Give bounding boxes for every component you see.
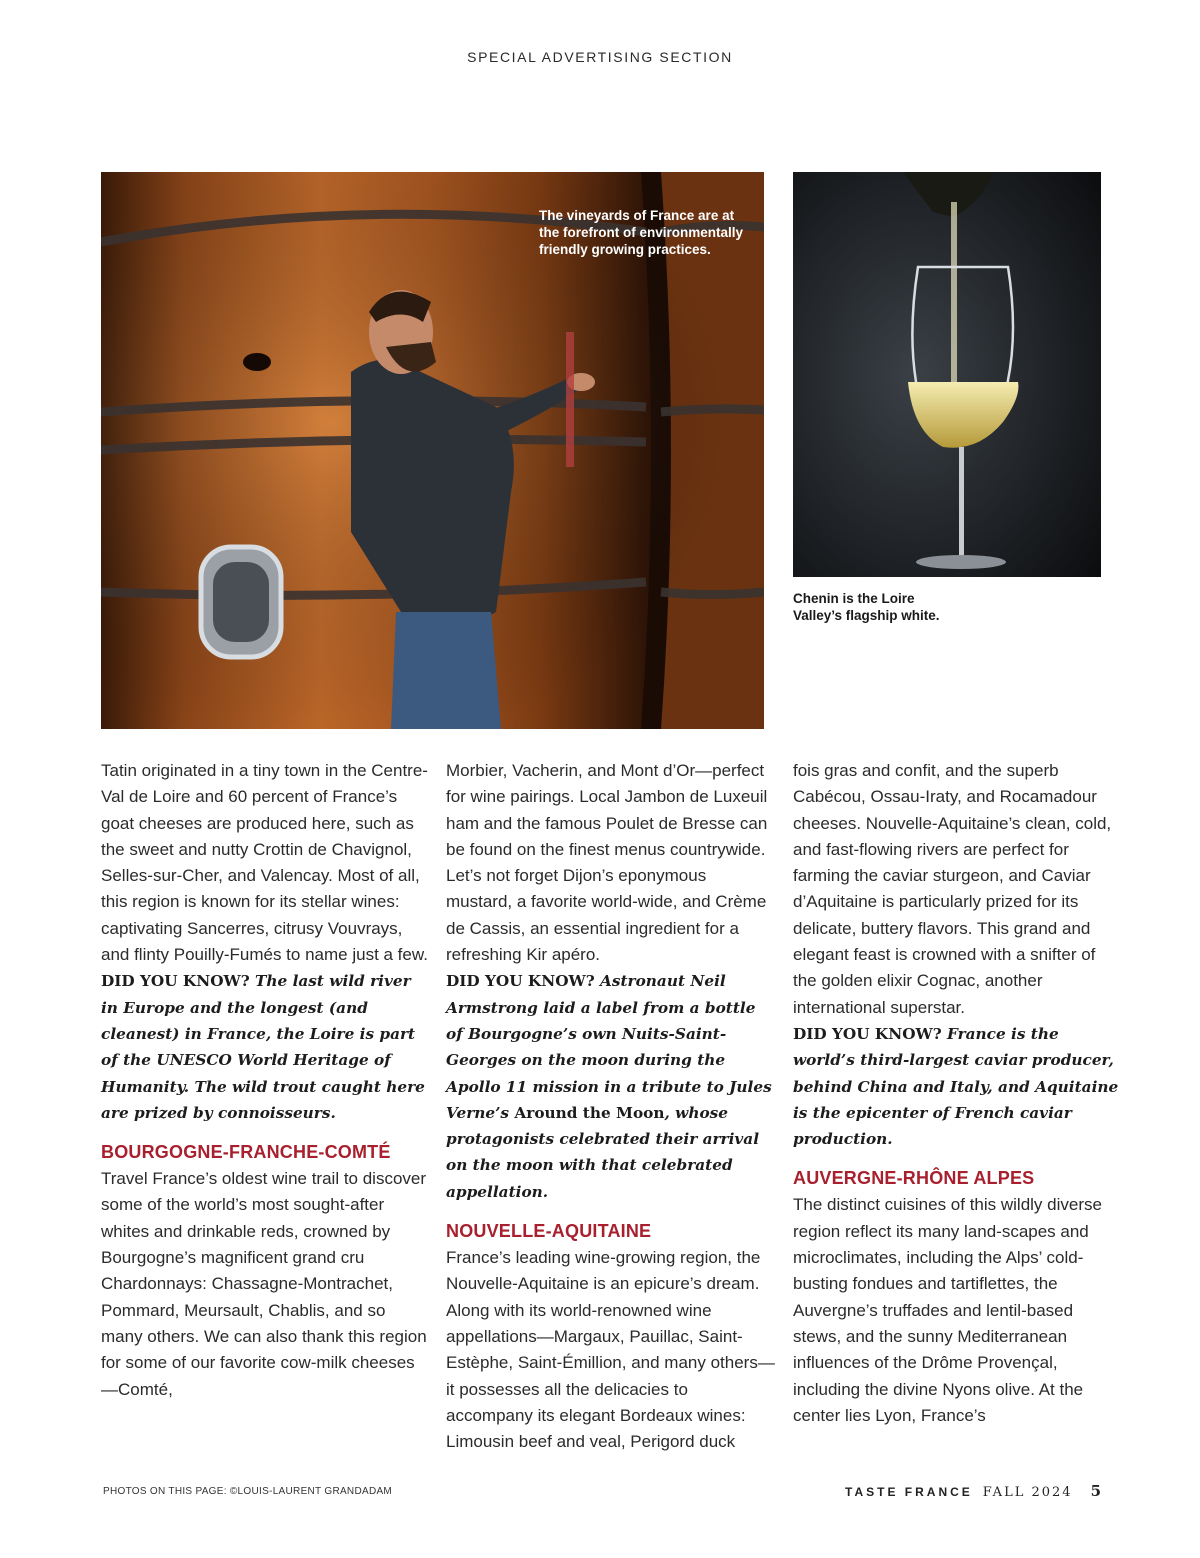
magazine-name: TASTE FRANCE — [845, 1485, 973, 1499]
article-column-2 — [446, 758, 776, 1455]
col1-intro-text: Tatin originated in a tiny town in the Centre-Val de Loire and 60 percent of France’s goat cheeses are produced here, such as the sweet and nutty Crottin de Chavignol, Selles-sur-Cher, and Valencay. Most of all, this region is known for its stellar wines: captivating Sancerres, citrusy Vouvrays, and flinty Pouilly-Fumés to name just a few. — [101, 761, 428, 965]
did-you-know-text: The last wild river in Europe and the longest (and cleanest) in France, the Loire is part of the UNESCO World Heritage of Humanity. The wild trout caught here are prized by connoisseurs. — [101, 972, 425, 1122]
col2-intro-text: Morbier, Vacherin, and Mont d’Or—perfect for wine pairings. Local Jambon de Luxeuil ham and the famous Poulet de Bresse can be found on the finest menus countrywide. Let’s not forget Dijon’s eponymous mustard, a favorite world-wide, and Crème de Cassis, an essential ingredient for a refreshing Kir apéro. — [446, 761, 768, 965]
did-you-know-label: DID YOU KNOW? — [793, 1024, 942, 1043]
did-you-know-text: France is the world’s third-largest caviar producer, behind China and Italy, and Aquitaine is the epicenter of French caviar production. — [793, 1024, 1119, 1149]
col1-region-body: Travel France’s oldest wine trail to discover some of the world’s most sought-after whites and drinkable reds, crowned by Bourgogne’s magnificent grand cru Chardonnays: Chassagne-Montrachet, Pommard, Meursault, Chablis, and so many others. We can also thank this region for some of our favorite cow-milk cheeses—Comté, — [101, 1169, 427, 1399]
book-title: Around the Moon — [514, 1103, 665, 1122]
wine-glass-photo — [793, 172, 1101, 577]
did-you-know-label: DID YOU KNOW? — [446, 972, 595, 991]
article-column-1 — [101, 758, 431, 1403]
section-header: SPECIAL ADVERTISING SECTION — [467, 49, 733, 65]
col3-intro-text: fois gras and confit, and the superb Cabécou, Ossau-Iraty, and Rocamadour cheeses. Nouvelle-Aquitaine’s clean, cold, and fast-flowing rivers are perfect for farming the caviar sturgeon, and Caviar d’Aquitaine is particularly prized for its delicate, buttery flavors. This grand and elegant feast is crowned with a snifter of the golden elixir Cognac, another international superstar. — [793, 761, 1112, 1017]
page-number: 5 — [1090, 1482, 1101, 1500]
region-heading-auvergne: AUVERGNE-RHÔNE ALPES — [793, 1168, 1035, 1189]
did-you-know-text: Astronaut Neil Armstrong laid a label from a bottle of Bourgogne’s own Nuits-Saint-Georges on the moon during the Apollo 11 mission in a tribute to Jules Verne’s — [446, 972, 772, 1122]
col3-did-you-know — [793, 1021, 1123, 1152]
issue-label: FALL 2024 — [982, 1485, 1073, 1500]
folio — [845, 1482, 1101, 1500]
did-you-know-label: DID YOU KNOW? — [101, 972, 250, 991]
region-heading-nouvelle-aquitaine: NOUVELLE-AQUITAINE — [446, 1221, 652, 1242]
col2-did-you-know — [446, 968, 776, 1205]
col3-region-body: The distinct cuisines of this wildly diverse region reflect its many land-scapes and microclimates, including the Alps’ cold-busting fondues and tartiflettes, the Auvergne’s truffades and lentil-based stews, and the sunny Mediterranean influences of the Drôme Provençal, including the divine Nyons olive. At the center lies Lyon, France’s — [793, 1195, 1102, 1425]
col1-did-you-know — [101, 968, 431, 1126]
col2-region-body: France’s leading wine-growing region, the Nouvelle-Aquitaine is an epicure’s dream. Along with its world-renowned wine appellations—Margaux, Pauillac, Saint-Estèphe, Saint-Émillion, and many others—it possesses all the delicacies to accompany its elegant Bordeaux wines: Limousin beef and veal, Perigord duck — [446, 1248, 775, 1452]
barrel-photo-caption: The vineyards of France are at the forefront of environmentally friendly growing practices. — [539, 208, 744, 257]
photo-credit: PHOTOS ON THIS PAGE: ©LOUIS-LAURENT GRANDADAM — [103, 1486, 393, 1497]
glass-photo-caption: Chenin is the Loire Valley’s flagship white. — [793, 591, 940, 623]
article-column-3 — [793, 758, 1123, 1429]
did-you-know-text-end: , whose protagonists celebrated their arrival on the moon with that celebrated appellation. — [446, 1103, 760, 1201]
region-heading-bourgogne: BOURGOGNE-FRANCHE-COMTÉ — [101, 1142, 391, 1163]
